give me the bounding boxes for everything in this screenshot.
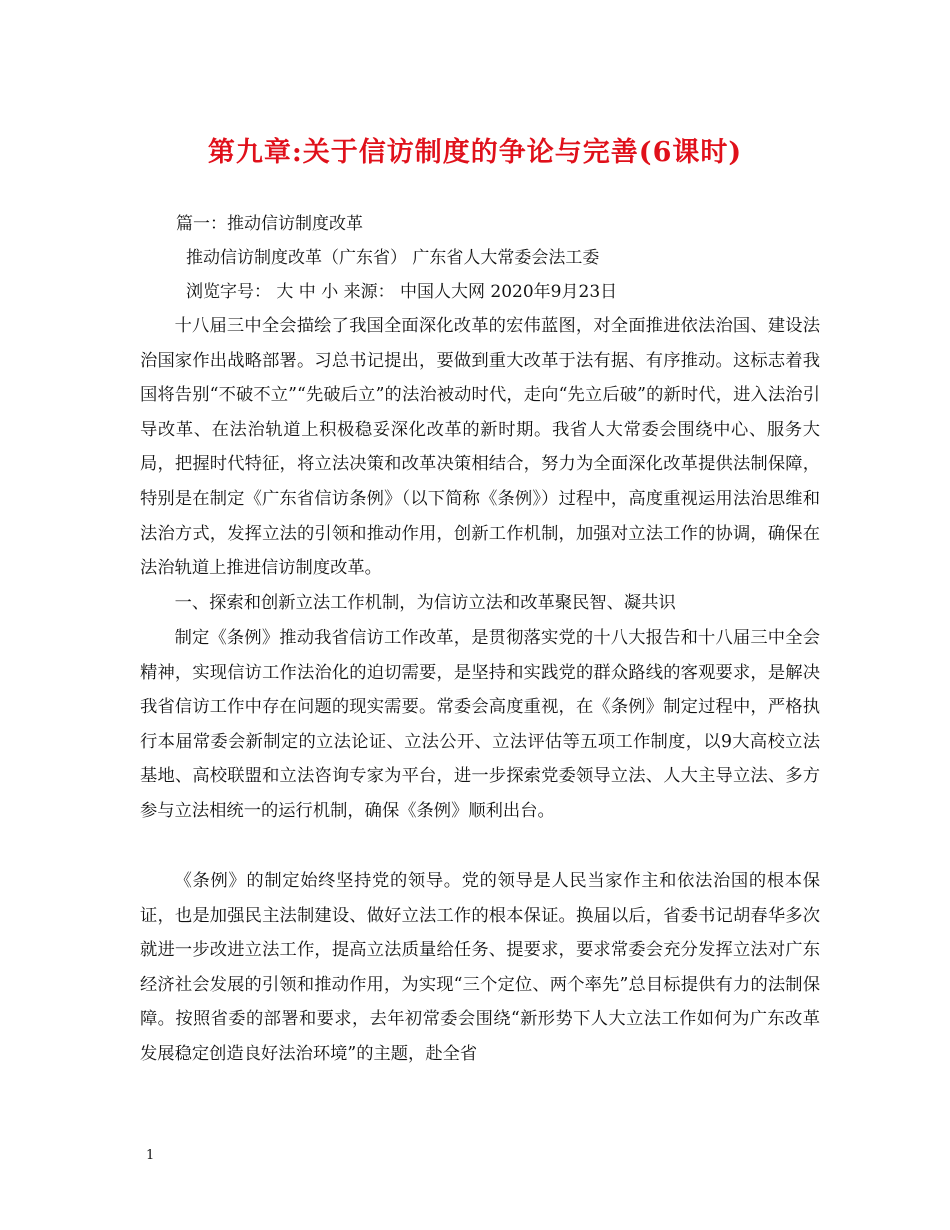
document-title: 第九章:关于信访制度的争论与完善(6课时) <box>207 137 743 168</box>
page-number: 1 <box>146 1148 155 1163</box>
section-heading: 一、探索和创新立法工作机制，为信访立法和改革聚民智、凝共识 <box>174 593 676 613</box>
body-paragraph: 十八届三中全会描绘了我国全面深化改革的宏伟蓝图，对全面推进依法治国、建设法治国家作出战略部署。习总书记提出，要做到重大改革于法有据、有序推动。这标志着我国将告别“不破不立”“先破后立”的法治被动时代，走向“先立后破”的新时代，进入法治引导改革、在法治轨道上积极稳妥深化改革的新时期。我省人大常委会围绕中心、服务大局，把握时代特征，将立法决策和改革决策相结合，努力为全面深化改革提供法制保障，特别是在制定《广东省信访条例》（以下简称《条例》）过程中，高度重视运用法治思维和法治方式，发挥立法的引领和推动作用，创新工作机制，加强对立法工作的协调，确保在法治轨道上推进信访制度改革。 <box>140 316 820 579</box>
article-heading: 推动信访制度改革（广东省） 广东省人大常委会法工委 <box>186 248 600 268</box>
article-source-line: 浏览字号： 大 中 小 来源： 中国人大网 2020年9月23日 <box>186 282 618 302</box>
article-section-label: 篇一：推动信访制度改革 <box>176 214 363 234</box>
body-paragraph: 制定《条例》推动我省信访工作改革，是贯彻落实党的十八大报告和十八届三中全会精神，实现信访工作法治化的迫切需要，是坚持和实践党的群众路线的客观要求，是解决我省信访工作中存在问题的现实需要。常委会高度重视，在《条例》制定过程中，严格执行本届常委会新制定的立法论证、立法公开、立法评估等五项工作制度，以9大高校立法基地、高校联盟和立法咨询专家为平台，进一步探索党委领导立法、人大主导立法、多方参与立法相统一的运行机制，确保《条例》顺利出台。 <box>140 628 820 821</box>
body-paragraph: 《条例》的制定始终坚持党的领导。党的领导是人民当家作主和依法治国的根本保证，也是加强民主法制建设、做好立法工作的根本保证。换届以后，省委书记胡春华多次就进一步改进立法工作，提高立法质量给任务、提要求，要求常委会充分发挥立法对广东经济社会发展的引领和推动作用，为实现“三个定位、两个率先”总目标提供有力的法制保障。按照省委的部署和要求，去年初常委会围绕“新形势下人大立法工作如何为广东改革发展稳定创造良好法治环境”的主题，赴全省 <box>140 871 820 1064</box>
